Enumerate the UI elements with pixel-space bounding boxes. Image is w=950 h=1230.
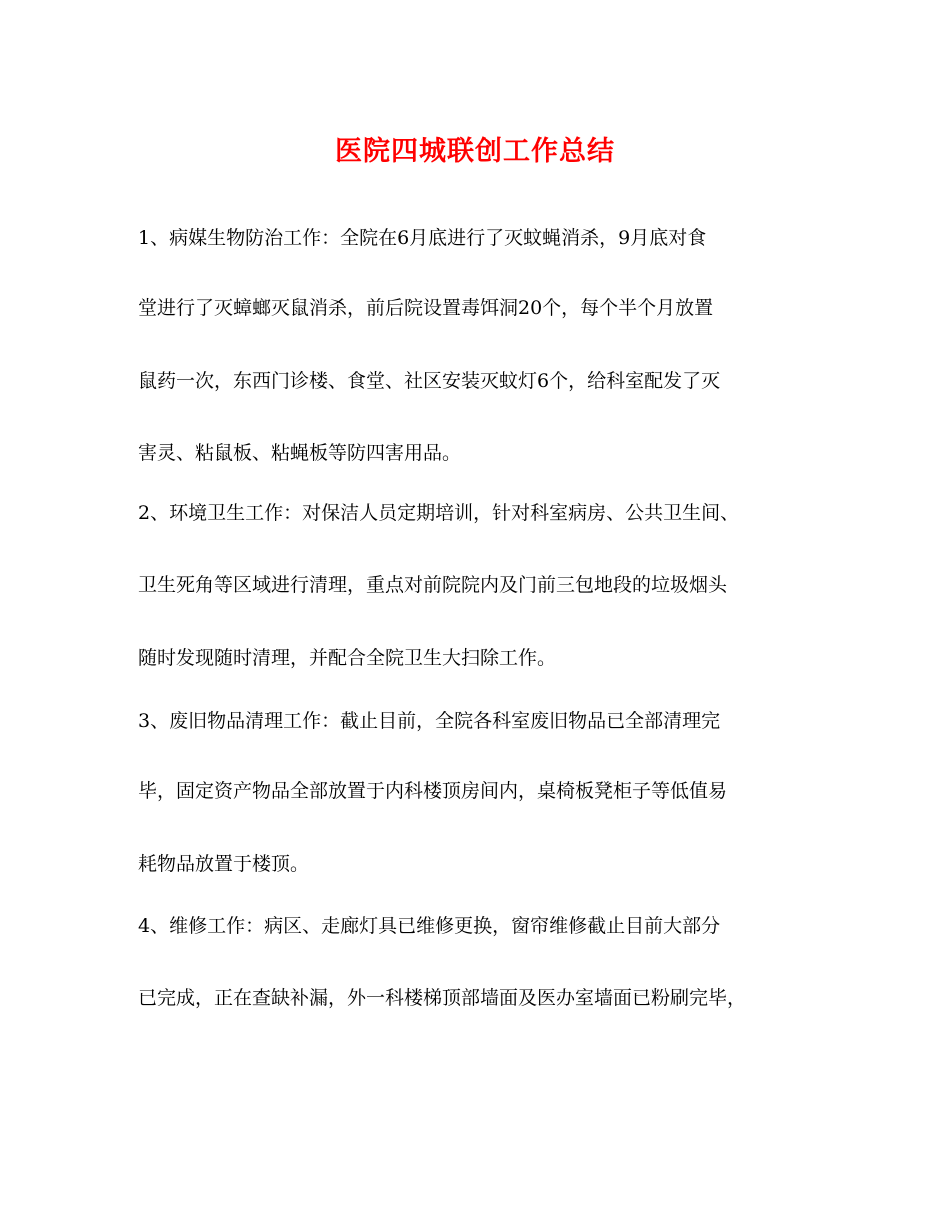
body-line: 1、病媒生物防治工作：全院在6月底进行了灭蚊蝇消杀，9月底对食 — [138, 227, 707, 249]
body-line: 随时发现随时清理，并配合全院卫生大扫除工作。 — [138, 647, 557, 669]
body-line: 2、环境卫生工作：对保洁人员定期培训，针对科室病房、公共卫生间、 — [138, 502, 740, 524]
document-title: 医院四城联创工作总结 — [335, 136, 615, 167]
body-line: 已完成，正在查缺补漏，外一科楼梯顶部墙面及医办室墙面已粉刷完毕， — [138, 987, 747, 1009]
body-line: 耗物品放置于楼顶。 — [138, 853, 310, 875]
body-line: 害灵、粘鼠板、粘蝇板等防四害用品。 — [138, 442, 462, 464]
body-line: 卫生死角等区域进行清理，重点对前院院内及门前三包地段的垃圾烟头 — [138, 574, 728, 596]
body-line: 堂进行了灭蟑螂灭鼠消杀，前后院设置毒饵洞20个，每个半个月放置 — [138, 297, 714, 319]
body-line: 鼠药一次，东西门诊楼、食堂、社区安装灭蚊灯6个，给科室配发了灭 — [138, 370, 721, 392]
body-line: 毕，固定资产物品全部放置于内科楼顶房间内，桌椅板凳柜子等低值易 — [138, 780, 728, 802]
body-line: 3、废旧物品清理工作：截止目前，全院各科室废旧物品已全部清理完 — [138, 710, 721, 732]
body-line: 4、维修工作：病区、走廊灯具已维修更换，窗帘维修截止目前大部分 — [138, 915, 721, 937]
